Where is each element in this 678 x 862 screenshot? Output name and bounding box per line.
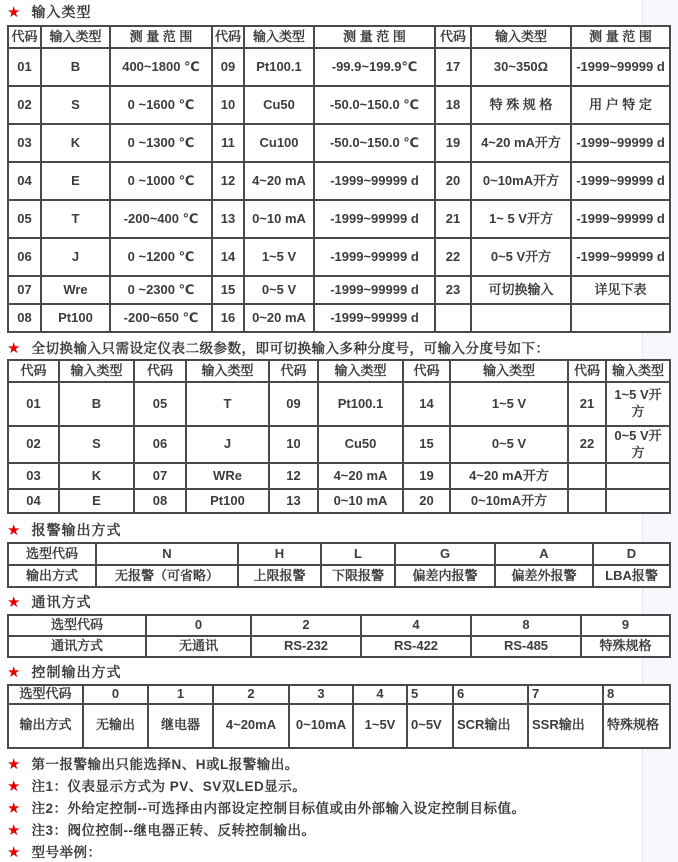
table-cell: E <box>59 489 134 513</box>
table-cell: D <box>593 543 670 565</box>
table-row <box>8 636 670 657</box>
table-cell: 特殊规格 <box>603 704 670 748</box>
table-cell: 0~5 V开方 <box>471 238 571 276</box>
table-cell: Pt100.1 <box>318 382 403 426</box>
table-cell: RS-232 <box>251 636 361 657</box>
section-title-text: 输入类型 <box>31 4 92 20</box>
section-title-comm <box>7 594 678 611</box>
table-cell: -1999~99999 d <box>314 162 435 200</box>
section-title-text: 控制输出方式 <box>31 664 122 680</box>
table-cell: 详见下表 <box>571 276 670 304</box>
table-row <box>8 489 670 513</box>
column-header: 输入类型 <box>450 360 568 382</box>
column-header: 代码 <box>8 360 59 382</box>
table-cell: B <box>41 48 110 86</box>
table-cell: T <box>41 200 110 238</box>
table-cell: 30~350Ω <box>471 48 571 86</box>
column-header: 输入类型 <box>41 26 110 48</box>
table-cell: -1999~99999 d <box>571 200 670 238</box>
column-header: 测 量 范 围 <box>110 26 212 48</box>
note-3 <box>7 823 678 839</box>
table-cell: 选型代码 <box>8 543 96 565</box>
table-cell: J <box>186 426 269 463</box>
column-header: 代码 <box>568 360 606 382</box>
table-cell: 14 <box>212 238 244 276</box>
table-row <box>8 543 670 565</box>
star-icon: ★ <box>7 594 21 611</box>
table-row <box>8 238 670 276</box>
table-row <box>8 162 670 200</box>
table-cell: 无报警（可省略） <box>96 565 238 587</box>
table-cell: 21 <box>568 382 606 426</box>
table-cell: 用 户 特 定 <box>571 86 670 124</box>
table-cell: 20 <box>403 489 450 513</box>
table-cell: 输出方式 <box>8 704 83 748</box>
table-cell: 15 <box>403 426 450 463</box>
table-cell: Cu100 <box>244 124 314 162</box>
table-cell: S <box>41 86 110 124</box>
table-cell: 0 <box>146 615 251 636</box>
table-cell: 04 <box>8 162 41 200</box>
table-cell: 21 <box>435 200 471 238</box>
star-icon: ★ <box>7 755 21 773</box>
table-cell: 0~5 V开方 <box>606 426 670 463</box>
table-cell <box>571 304 670 332</box>
table-row <box>8 565 670 587</box>
table-cell: 06 <box>8 238 41 276</box>
table-cell: T <box>186 382 269 426</box>
table-cell: -50.0~150.0 ℃ <box>314 86 435 124</box>
table-cell: K <box>41 124 110 162</box>
table-cell: 400~1800 ℃ <box>110 48 212 86</box>
table-cell: 09 <box>212 48 244 86</box>
table-cell: 特殊规格 <box>581 636 670 657</box>
table-cell: 10 <box>212 86 244 124</box>
table-cell: Cu50 <box>244 86 314 124</box>
table-cell: LBA报警 <box>593 565 670 587</box>
table-cell: 2 <box>213 685 289 704</box>
table-cell: 20 <box>435 162 471 200</box>
column-header: 输入类型 <box>471 26 571 48</box>
table-cell: SCR输出 <box>453 704 528 748</box>
table-cell: A <box>495 543 593 565</box>
column-header: 输入类型 <box>606 360 670 382</box>
table-cell: E <box>41 162 110 200</box>
table-cell: 0~10mA开方 <box>471 162 571 200</box>
table-cell: 继电器 <box>148 704 213 748</box>
table-cell: 19 <box>403 463 450 489</box>
table-cell <box>606 463 670 489</box>
note-text: 注2：外给定控制--可选择由内部设定控制目标值或由外部输入设定控制目标值。 <box>31 800 526 816</box>
table-cell: 05 <box>134 382 186 426</box>
table-cell: 4 <box>361 615 471 636</box>
table-cell: 02 <box>8 426 59 463</box>
table-cell: 4~20 mA <box>244 162 314 200</box>
table-cell: 11 <box>212 124 244 162</box>
note-text: 注1：仪表显示方式为 PV、SV双LED显示。 <box>31 778 307 794</box>
table-cell <box>471 304 571 332</box>
table-row <box>8 200 670 238</box>
switchable-input-note <box>7 341 678 357</box>
table-cell: 0~10 mA <box>244 200 314 238</box>
table-cell: 选型代码 <box>8 615 146 636</box>
table-cell: S <box>59 426 134 463</box>
section-title-input-type <box>7 4 678 21</box>
table-cell: 0~10mA开方 <box>450 489 568 513</box>
table-cell: 6 <box>453 685 528 704</box>
column-header: 测 量 范 围 <box>571 26 670 48</box>
table-cell: 04 <box>8 489 59 513</box>
table-row <box>8 360 670 382</box>
table-cell: 02 <box>8 86 41 124</box>
table-cell: 5 <box>407 685 453 704</box>
table-cell: 3 <box>289 685 353 704</box>
table-cell: 0 ~1300 ℃ <box>110 124 212 162</box>
table-cell: 4~20 mA开方 <box>450 463 568 489</box>
footer-notes <box>7 757 678 861</box>
column-header: 输入类型 <box>318 360 403 382</box>
table-cell: 14 <box>403 382 450 426</box>
table-cell: 01 <box>8 382 59 426</box>
table-cell: 0 ~1600 ℃ <box>110 86 212 124</box>
table-cell: 0 <box>83 685 148 704</box>
star-icon: ★ <box>7 777 21 795</box>
table-cell: 1~ 5 V开方 <box>471 200 571 238</box>
table-cell: -1999~99999 d <box>314 238 435 276</box>
table-cell: -1999~99999 d <box>571 238 670 276</box>
note-text: 型号举例： <box>31 844 102 860</box>
table-cell: 4~20 mA开方 <box>471 124 571 162</box>
table-cell: 08 <box>8 304 41 332</box>
table-cell: 05 <box>8 200 41 238</box>
table-cell: 8 <box>471 615 581 636</box>
table-cell: Wre <box>41 276 110 304</box>
table-cell: 0~10 mA <box>318 489 403 513</box>
table-cell: 10 <box>269 426 318 463</box>
switchable-input-table <box>7 359 671 514</box>
table-cell: Pt100.1 <box>244 48 314 86</box>
table-cell: 上限报警 <box>238 565 321 587</box>
table-cell: 0 ~1200 ℃ <box>110 238 212 276</box>
column-header: 代码 <box>435 26 471 48</box>
table-cell: -1999~99999 d <box>571 162 670 200</box>
table-cell: N <box>96 543 238 565</box>
column-header: 输入类型 <box>244 26 314 48</box>
table-cell: 0~5 V <box>244 276 314 304</box>
table-cell: 0~5 V <box>450 426 568 463</box>
table-cell: 01 <box>8 48 41 86</box>
note-model-example <box>7 845 678 861</box>
table-cell: Pt100 <box>186 489 269 513</box>
section-title-text: 通讯方式 <box>31 594 92 610</box>
table-cell: Cu50 <box>318 426 403 463</box>
table-cell: 17 <box>435 48 471 86</box>
table-cell: -99.9~199.9℃ <box>314 48 435 86</box>
table-row <box>8 382 670 426</box>
table-cell: 13 <box>269 489 318 513</box>
table-cell: 下限报警 <box>321 565 395 587</box>
table-row <box>8 685 670 704</box>
control-output-table <box>7 684 671 749</box>
table-cell <box>568 489 606 513</box>
table-cell: 2 <box>251 615 361 636</box>
table-cell: 偏差外报警 <box>495 565 593 587</box>
table-row <box>8 463 670 489</box>
note-text: 第一报警输出只能选择N、H或L报警输出。 <box>31 756 299 772</box>
table-row <box>8 124 670 162</box>
table-cell: 无通讯 <box>146 636 251 657</box>
column-header: 测 量 范 围 <box>314 26 435 48</box>
table-cell: 通讯方式 <box>8 636 146 657</box>
table-cell: 选型代码 <box>8 685 83 704</box>
section-title-text: 报警输出方式 <box>31 522 122 538</box>
table-cell <box>435 304 471 332</box>
column-header: 代码 <box>8 26 41 48</box>
note-alarm-restriction <box>7 757 678 773</box>
table-cell: 07 <box>8 276 41 304</box>
table-cell: -1999~99999 d <box>571 124 670 162</box>
table-cell: 12 <box>269 463 318 489</box>
table-cell: 23 <box>435 276 471 304</box>
table-cell: -1999~99999 d <box>314 276 435 304</box>
star-icon: ★ <box>7 843 21 861</box>
table-cell: 1 <box>148 685 213 704</box>
star-icon: ★ <box>7 340 21 357</box>
table-cell: 输出方式 <box>8 565 96 587</box>
table-cell: -200~400 ℃ <box>110 200 212 238</box>
column-header: 代码 <box>269 360 318 382</box>
table-cell <box>568 463 606 489</box>
table-cell: -1999~99999 d <box>314 200 435 238</box>
table-cell: -200~650 ℃ <box>110 304 212 332</box>
table-cell: 特 殊 规 格 <box>471 86 571 124</box>
table-row <box>8 86 670 124</box>
table-cell: 1~5 V <box>450 382 568 426</box>
table-row <box>8 276 670 304</box>
table-cell: 无输出 <box>83 704 148 748</box>
table-cell: 8 <box>603 685 670 704</box>
alarm-output-table <box>7 542 671 588</box>
table-cell: 1~5V <box>353 704 407 748</box>
table-cell: 07 <box>134 463 186 489</box>
table-cell: H <box>238 543 321 565</box>
table-cell: 03 <box>8 124 41 162</box>
table-cell: 可切换输入 <box>471 276 571 304</box>
table-row <box>8 48 670 86</box>
table-cell: 18 <box>435 86 471 124</box>
table-cell: 03 <box>8 463 59 489</box>
table-cell: -1999~99999 d <box>314 304 435 332</box>
column-header: 代码 <box>403 360 450 382</box>
table-cell: 7 <box>528 685 603 704</box>
table-cell: RS-485 <box>471 636 581 657</box>
table-cell: 1~5 V开方 <box>606 382 670 426</box>
column-header: 代码 <box>134 360 186 382</box>
input-type-table <box>7 25 671 333</box>
table-cell: 16 <box>212 304 244 332</box>
note-1 <box>7 779 678 795</box>
table-cell: B <box>59 382 134 426</box>
table-cell: RS-422 <box>361 636 471 657</box>
table-cell: K <box>59 463 134 489</box>
table-cell: 4 <box>353 685 407 704</box>
table-cell: 06 <box>134 426 186 463</box>
column-header: 输入类型 <box>59 360 134 382</box>
communication-table <box>7 614 671 658</box>
note-2 <box>7 801 678 817</box>
table-cell: 15 <box>212 276 244 304</box>
table-cell: 1~5 V <box>244 238 314 276</box>
table-cell: WRe <box>186 463 269 489</box>
table-cell: 0~20 mA <box>244 304 314 332</box>
star-icon: ★ <box>7 664 21 681</box>
section-title-alarm <box>7 522 678 539</box>
table-cell: 09 <box>269 382 318 426</box>
table-cell: -1999~99999 d <box>571 48 670 86</box>
star-icon: ★ <box>7 4 21 21</box>
table-cell: 12 <box>212 162 244 200</box>
table-cell: 0 ~2300 ℃ <box>110 276 212 304</box>
table-cell: 4~20mA <box>213 704 289 748</box>
table-cell: 0~5V <box>407 704 453 748</box>
table-cell: Pt100 <box>41 304 110 332</box>
star-icon: ★ <box>7 522 21 539</box>
table-cell: J <box>41 238 110 276</box>
table-cell: -50.0~150.0 ℃ <box>314 124 435 162</box>
table-row <box>8 26 670 48</box>
table-cell: 19 <box>435 124 471 162</box>
note-text: 注3：阀位控制--继电器正转、反转控制输出。 <box>31 822 316 838</box>
table-cell: 偏差内报警 <box>395 565 495 587</box>
table-cell: 22 <box>568 426 606 463</box>
column-header: 输入类型 <box>186 360 269 382</box>
table-row <box>8 304 670 332</box>
star-icon: ★ <box>7 799 21 817</box>
column-header: 代码 <box>212 26 244 48</box>
table-cell: 08 <box>134 489 186 513</box>
table-row <box>8 426 670 463</box>
table-cell: SSR输出 <box>528 704 603 748</box>
table-cell <box>606 489 670 513</box>
table-cell: 4~20 mA <box>318 463 403 489</box>
table-cell: 0 ~1000 ℃ <box>110 162 212 200</box>
table-row <box>8 704 670 748</box>
table-cell: L <box>321 543 395 565</box>
table-cell: 9 <box>581 615 670 636</box>
star-icon: ★ <box>7 821 21 839</box>
section-title-control <box>7 664 678 681</box>
table-cell: 22 <box>435 238 471 276</box>
table-row <box>8 615 670 636</box>
note-text: 全切换输入只需设定仪表二级参数，即可切换输入多种分度号，可输入分度号如下： <box>31 341 550 356</box>
table-cell: 0~10mA <box>289 704 353 748</box>
table-cell: 13 <box>212 200 244 238</box>
table-cell: G <box>395 543 495 565</box>
